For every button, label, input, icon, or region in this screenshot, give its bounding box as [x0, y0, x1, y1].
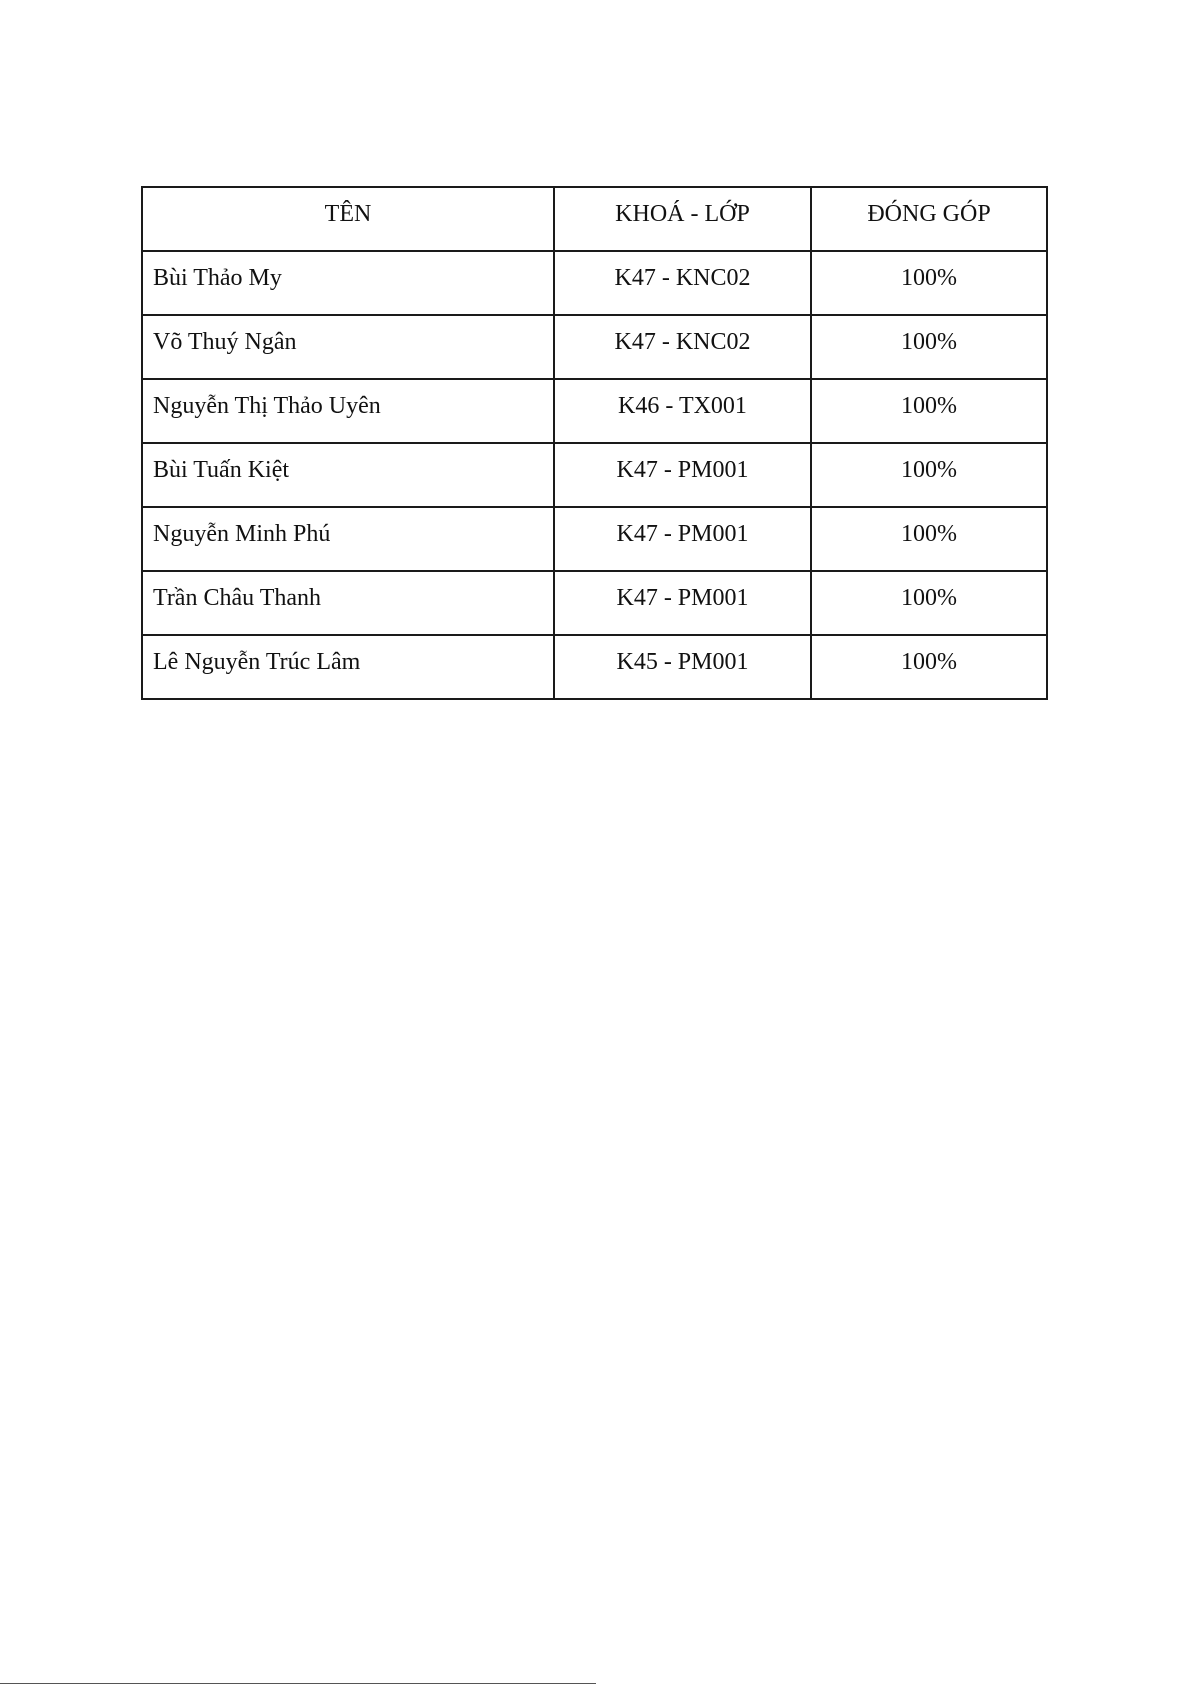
cell-class: K47 - PM001 [554, 443, 811, 507]
footnote-divider [0, 1683, 596, 1684]
cell-name: Trần Châu Thanh [142, 571, 554, 635]
table-row [142, 507, 1047, 571]
cell-name: Nguyễn Thị Thảo Uyên [142, 379, 554, 443]
cell-contribution: 100% [811, 315, 1047, 379]
cell-name: Võ Thuý Ngân [142, 315, 554, 379]
table-header-row [142, 187, 1047, 251]
cell-contribution: 100% [811, 571, 1047, 635]
cell-name: Nguyễn Minh Phú [142, 507, 554, 571]
cell-class: K47 - PM001 [554, 507, 811, 571]
cell-contribution: 100% [811, 507, 1047, 571]
cell-contribution: 100% [811, 379, 1047, 443]
cell-contribution: 100% [811, 443, 1047, 507]
table-row [142, 635, 1047, 699]
cell-class: K45 - PM001 [554, 635, 811, 699]
contribution-table [141, 186, 1048, 700]
table-row [142, 571, 1047, 635]
cell-class: K47 - KNC02 [554, 251, 811, 315]
cell-name: Bùi Tuấn Kiệt [142, 443, 554, 507]
cell-name: Bùi Thảo My [142, 251, 554, 315]
cell-class: K47 - PM001 [554, 571, 811, 635]
header-name: TÊN [142, 187, 554, 251]
header-contribution: ĐÓNG GÓP [811, 187, 1047, 251]
header-class: KHOÁ - LỚP [554, 187, 811, 251]
table-row [142, 315, 1047, 379]
cell-class: K47 - KNC02 [554, 315, 811, 379]
cell-name: Lê Nguyễn Trúc Lâm [142, 635, 554, 699]
cell-class: K46 - TX001 [554, 379, 811, 443]
table-row [142, 379, 1047, 443]
table-row [142, 251, 1047, 315]
cell-contribution: 100% [811, 251, 1047, 315]
cell-contribution: 100% [811, 635, 1047, 699]
table-row [142, 443, 1047, 507]
